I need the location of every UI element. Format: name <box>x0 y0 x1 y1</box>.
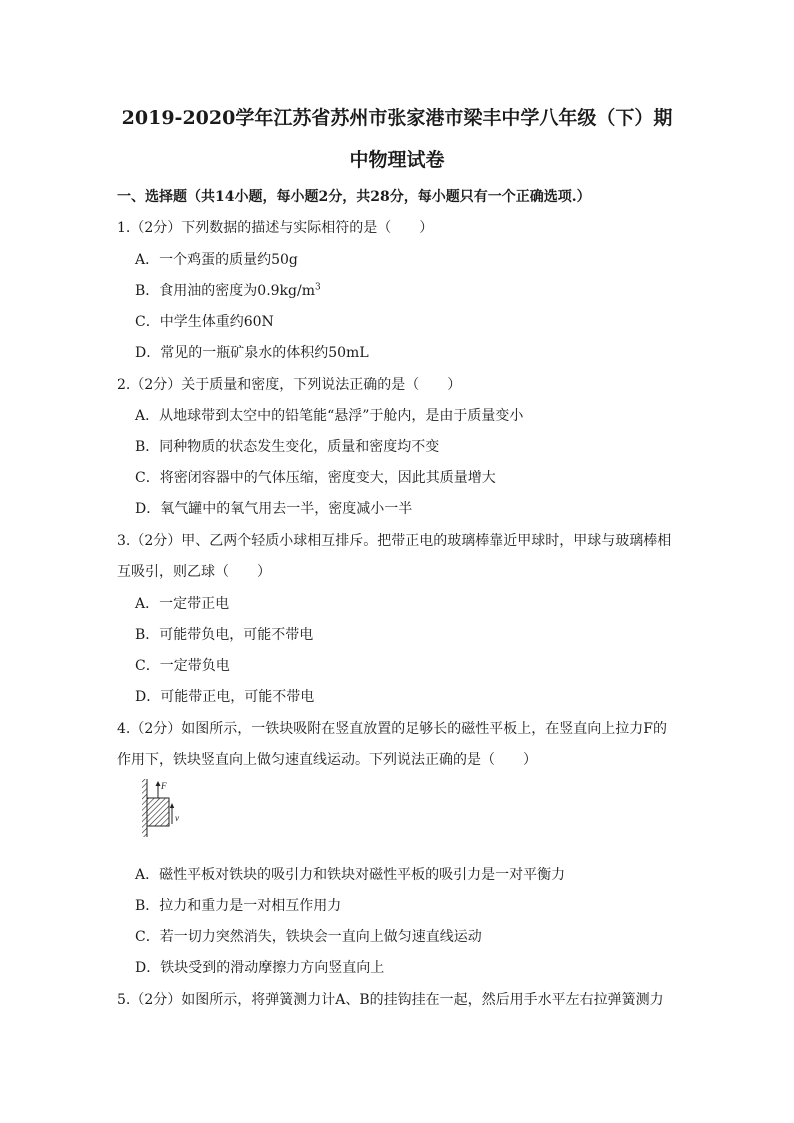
force-arrow-head <box>156 781 161 786</box>
section-heading: 一、选择题（共14小题，每小题2分，共28分，每小题只有一个正确选项.） <box>117 189 591 205</box>
question-1-option-d: D．常见的一瓶矿泉水的体积约50mL <box>135 345 369 361</box>
question-2-option-c: C．将密闭容器中的气体压缩，密度变大，因此其质量增大 <box>135 470 496 486</box>
question-1-option-b-text: B．食用油的密度为0.9kg/m <box>135 283 315 299</box>
question-4-option-a: A．磁性平板对铁块的吸引力和铁块对磁性平板的吸引力是一对平衡力 <box>135 867 566 883</box>
page-title-line-1: 2019-2020学年江苏省苏州市张家港市梁丰中学八年级（下）期 <box>121 107 673 129</box>
velocity-arrow-head <box>170 803 174 808</box>
magnet-block-figure <box>140 778 190 838</box>
force-label: F <box>161 781 167 791</box>
question-2-option-b: B．同种物质的状态发生变化，质量和密度均不变 <box>135 439 440 455</box>
question-2-stem: 2.（2分）关于质量和密度，下列说法正确的是（ ） <box>117 377 462 393</box>
question-3-option-d: D．可能带正电，可能不带电 <box>135 689 315 705</box>
question-2-option-a: A．从地球带到太空中的铅笔能“悬浮”于舱内，是由于质量变小 <box>135 408 524 424</box>
question-3-option-a: A．一定带正电 <box>135 596 230 612</box>
page-title-line-2: 中物理试卷 <box>349 149 445 171</box>
question-1-option-a: A．一个鸡蛋的质量约50g <box>135 252 298 268</box>
question-4-stem-line-2: 作用下，铁块竖直向上做匀速直线运动。下列说法正确的是（ ） <box>117 752 537 768</box>
question-1-option-b <box>135 280 321 300</box>
question-1-stem: 1.（2分）下列数据的描述与实际相符的是（ ） <box>117 220 434 236</box>
question-3-stem-line-2: 互吸引，则乙球（ ） <box>117 564 271 580</box>
question-3-option-c: C．一定带负电 <box>135 658 230 674</box>
magnet-block-diagram <box>140 778 190 838</box>
question-3-stem-line-1: 3.（2分）甲、乙两个轻质小球相互排斥。把带正电的玻璃棒靠近甲球时，甲球与玻璃棒相 <box>117 533 672 549</box>
question-1-option-c: C．中学生体重约60N <box>135 314 274 330</box>
question-5-stem-line-1: 5.（2分）如图所示，将弹簧测力计A、B的挂钩挂在一起，然后用手水平左右拉弹簧测力 <box>117 992 664 1008</box>
iron-block <box>147 798 169 826</box>
question-4-option-c: C．若一切力突然消失，铁块会一直向上做匀速直线运动 <box>135 929 482 945</box>
question-4-option-d: D．铁块受到的滑动摩擦力方向竖直向上 <box>135 960 385 976</box>
question-4-stem-line-1: 4.（2分）如图所示，一铁块吸附在竖直放置的足够长的磁性平板上，在竖直向上拉力F的 <box>117 721 667 737</box>
question-2-option-d: D．氧气罐中的氧气用去一半，密度减小一半 <box>135 501 413 517</box>
superscript-3: 3 <box>315 282 321 293</box>
question-4-option-b: B．拉力和重力是一对相互作用力 <box>135 898 342 914</box>
magnetic-plate <box>142 779 147 837</box>
velocity-label: v <box>175 813 179 823</box>
question-3-option-b: B．可能带负电，可能不带电 <box>135 627 314 643</box>
